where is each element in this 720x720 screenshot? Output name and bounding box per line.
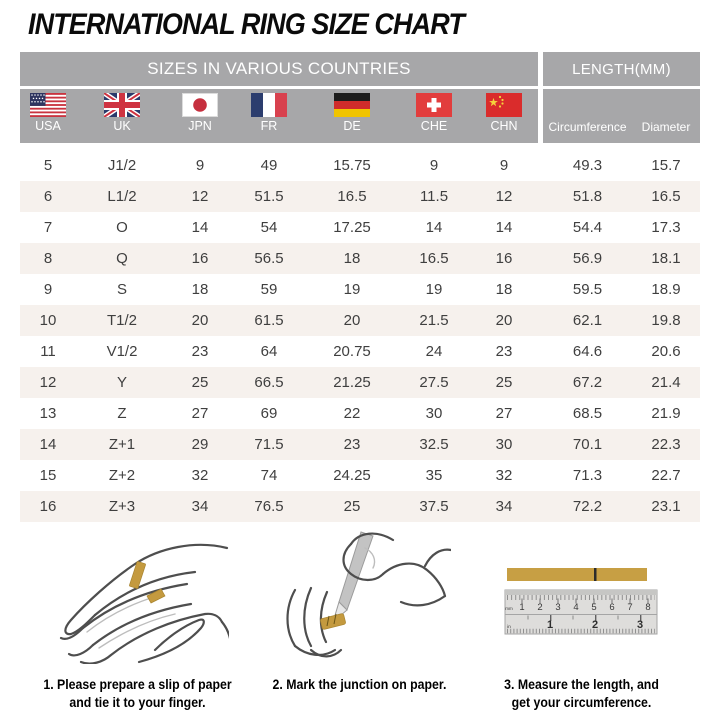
column-header-usa	[20, 89, 76, 143]
ring-size-cell: O	[116, 219, 128, 236]
ring-size-cell: 16	[191, 250, 209, 267]
sizes-group-header: SIZES IN VARIOUS COUNTRIES	[20, 52, 538, 89]
ring-size-cell: 37.5	[419, 498, 449, 515]
instruction-step-1	[20, 528, 255, 711]
ring-size-cell: Z+3	[108, 498, 136, 515]
ring-size-cell: 59.5	[572, 281, 603, 298]
step-3-caption-line-2: get your circumference.	[511, 694, 652, 711]
ring-size-cell: 69	[260, 405, 278, 422]
ring-size-cell: 6	[43, 188, 53, 205]
paper-strip-on-finger	[320, 613, 346, 629]
column-label-che-de: DE	[343, 119, 361, 133]
ring-size-cell: 9	[499, 157, 509, 174]
ring-size-row	[20, 398, 700, 429]
ring-size-cell: 14	[425, 219, 443, 236]
ring-size-cell: Y	[116, 374, 127, 391]
ring-size-cell: 9	[195, 157, 205, 174]
ring-size-cell: 59	[260, 281, 278, 298]
ring-size-cell: 21.4	[651, 374, 681, 391]
paper-strip-on-finger	[129, 561, 165, 603]
ring-size-cell: 71.3	[572, 467, 603, 484]
ring-size-cell: 20	[343, 312, 361, 329]
svg-text:1: 1	[546, 619, 553, 631]
ring-size-cell: 54	[260, 219, 278, 236]
pen-icon	[333, 532, 373, 622]
ring-size-cell: 70.1	[572, 436, 603, 453]
step-2-caption	[256, 675, 463, 693]
ring-size-cell: 19.8	[651, 312, 681, 329]
length-header-block	[543, 52, 700, 143]
ring-size-cell: T1/2	[106, 312, 137, 329]
svg-text:2: 2	[591, 619, 598, 631]
ring-size-cell: 64	[260, 343, 278, 360]
ring-size-cell: 29	[191, 436, 209, 453]
column-header-uk	[76, 89, 168, 143]
ring-size-cell: J1/2	[107, 157, 137, 174]
usa-flag-icon	[30, 93, 66, 117]
ring-size-cell: 23	[495, 343, 513, 360]
ring-size-row	[20, 367, 700, 398]
ring-size-cell: 35	[425, 467, 443, 484]
svg-text:1: 1	[518, 602, 525, 613]
ring-size-cell: 21.5	[419, 312, 449, 329]
ring-size-cell: 23.1	[651, 498, 681, 515]
ring-size-cell: 23	[191, 343, 209, 360]
ring-size-cell: 51.5	[254, 188, 284, 205]
ring-size-cell: 24	[425, 343, 443, 360]
ring-size-cell: 20	[191, 312, 209, 329]
svg-text:5: 5	[590, 602, 597, 613]
ring-size-cell: 25	[495, 374, 513, 391]
ring-size-cell: 12	[39, 374, 57, 391]
ring-size-cell: 23	[343, 436, 361, 453]
instruction-step-2	[242, 528, 477, 693]
ring-size-cell: 11.5	[419, 188, 449, 205]
column-header-jpn	[168, 89, 232, 143]
ring-size-cell: 76.5	[254, 498, 284, 515]
ring-size-cell: 32	[495, 467, 513, 484]
ring-size-cell: 27	[191, 405, 209, 422]
ring-size-cell: 12	[191, 188, 209, 205]
ring-size-cell: 15	[39, 467, 57, 484]
svg-text:7: 7	[626, 602, 633, 613]
column-label-jpn: JPN	[188, 119, 212, 133]
ring-size-cell: V1/2	[106, 343, 138, 360]
column-header-de	[306, 89, 398, 143]
svg-text:3: 3	[636, 619, 643, 631]
ring-size-cell: Q	[116, 250, 128, 267]
step-3-caption	[478, 675, 685, 711]
ring-size-row	[20, 212, 700, 243]
length-subheaders	[543, 89, 700, 143]
ring-size-cell: 15.7	[651, 157, 681, 174]
column-header-che	[398, 89, 470, 143]
uk-flag-icon	[104, 93, 140, 117]
sizes-header-block	[20, 52, 538, 143]
ring-size-cell: L1/2	[107, 188, 137, 205]
ring-size-cell: 32.5	[419, 436, 449, 453]
flags-row	[20, 89, 538, 143]
ring-size-cell: 14	[191, 219, 209, 236]
ring-size-cell: Z+1	[108, 436, 136, 453]
ring-size-cell: 27.5	[419, 374, 449, 391]
ring-size-cell: 62.1	[572, 312, 603, 329]
germany-flag-icon	[334, 93, 370, 117]
column-label-diameter: Diameter	[641, 120, 691, 134]
ring-size-cell: 18	[495, 281, 513, 298]
ring-size-cell: 15.75	[333, 157, 371, 174]
ring-size-cell: 10	[39, 312, 57, 329]
ring-size-cell: 12	[495, 188, 513, 205]
ring-size-cell: 25	[191, 374, 209, 391]
ring-size-cell: 51.8	[572, 188, 603, 205]
ring-size-cell: 49	[260, 157, 278, 174]
ring-size-row	[20, 150, 700, 181]
ring-size-cell: 71.5	[254, 436, 284, 453]
ring-size-row	[20, 336, 700, 367]
ring-size-cell: 30	[425, 405, 443, 422]
ring-size-cell: 17.25	[333, 219, 371, 236]
column-label-uk: UK	[113, 119, 131, 133]
japan-flag-icon	[182, 93, 218, 117]
ring-size-cell: 18.1	[651, 250, 681, 267]
page-title: INTERNATIONAL RING SIZE CHART	[28, 8, 464, 41]
svg-text:8: 8	[644, 602, 651, 613]
ring-size-cell: 25	[343, 498, 361, 515]
ring-size-cell: 64.6	[572, 343, 603, 360]
ring-size-cell: 9	[43, 281, 53, 298]
ring-size-row	[20, 181, 700, 212]
ring-size-cell: 14	[39, 436, 57, 453]
ring-size-cell: 56.9	[572, 250, 603, 267]
ring-size-cell: 18.9	[651, 281, 681, 298]
column-header-chn	[470, 89, 538, 143]
hand-with-paper-strip-illustration	[47, 528, 229, 664]
ring-size-cell: 16	[495, 250, 513, 267]
ruler-measuring-strip-illustration	[491, 528, 673, 664]
ring-size-cell: 16.5	[651, 188, 681, 205]
ring-size-cell: 56.5	[254, 250, 284, 267]
ring-size-cell: 27	[495, 405, 513, 422]
ring-size-cell: Z+2	[108, 467, 136, 484]
ring-size-cell: 32	[191, 467, 209, 484]
svg-text:4: 4	[572, 602, 579, 613]
ring-size-cell: 16	[39, 498, 57, 515]
ring-size-cell: 20.6	[651, 343, 681, 360]
ring-size-table-body	[20, 150, 700, 522]
ring-size-cell: 61.5	[254, 312, 284, 329]
ring-size-cell: 19	[343, 281, 361, 298]
ring-size-row	[20, 243, 700, 274]
ring-size-row	[20, 305, 700, 336]
column-label-usa: USA	[35, 119, 61, 133]
ring-size-cell: 24.25	[333, 467, 371, 484]
ring-size-cell: S	[116, 281, 127, 298]
svg-text:3: 3	[554, 602, 561, 613]
step-3-illustration-box	[491, 528, 673, 664]
ring-size-cell: 13	[39, 405, 57, 422]
switzerland-flag-icon	[416, 93, 452, 117]
ring-size-cell: 11	[40, 343, 56, 360]
ring-size-cell: 16.5	[337, 188, 367, 205]
ring-size-cell: 72.2	[572, 498, 603, 515]
ring-size-cell: 67.2	[572, 374, 603, 391]
ring-size-cell: 22.3	[651, 436, 681, 453]
column-label-che: CHE	[420, 119, 448, 133]
instruction-step-3	[464, 528, 699, 711]
france-flag-icon	[251, 93, 287, 117]
ring-size-cell: 18	[343, 250, 361, 267]
ring-size-cell: 22	[343, 405, 361, 422]
ring-size-cell: 20	[495, 312, 513, 329]
ring-size-cell: 74	[260, 467, 278, 484]
pen-marking-junction-illustration	[269, 528, 451, 664]
paper-strip	[507, 568, 647, 581]
step-1-illustration-box	[47, 528, 229, 664]
ring-size-cell: 16.5	[419, 250, 449, 267]
svg-text:2: 2	[536, 602, 543, 613]
ring-size-row	[20, 429, 700, 460]
step-2-illustration-box	[269, 528, 451, 664]
ring-size-cell: 54.4	[572, 219, 603, 236]
step-1-caption	[34, 675, 241, 711]
ring-size-row	[20, 460, 700, 491]
ring-size-cell: 34	[191, 498, 209, 515]
ring-size-cell: 34	[495, 498, 513, 515]
column-header-fr	[232, 89, 306, 143]
ring-size-row	[20, 491, 700, 522]
column-label-fr: FR	[260, 119, 278, 133]
ruler-unit-in: in	[506, 624, 511, 629]
ring-size-cell: 19	[425, 281, 443, 298]
length-group-header: LENGTH(MM)	[543, 52, 700, 89]
ring-size-cell: 21.25	[333, 374, 371, 391]
column-label-chn: CHN	[490, 119, 518, 133]
svg-text:6: 6	[608, 602, 615, 613]
ring-size-cell: 22.7	[651, 467, 681, 484]
ring-size-cell: 5	[43, 157, 53, 174]
ruler-icon	[505, 590, 657, 634]
step-2-caption-line-1: 2. Mark the junction on paper.	[272, 676, 447, 692]
china-flag-icon	[486, 93, 522, 117]
step-3-caption-line-1: 3. Measure the length, and	[504, 676, 659, 692]
step-1-caption-line-2: and tie it to your finger.	[69, 694, 206, 711]
ring-size-cell: 68.5	[572, 405, 603, 422]
ring-size-cell: 18	[191, 281, 209, 298]
column-label-circumference: Circumference	[548, 120, 627, 134]
step-1-caption-line-1: 1. Please prepare a slip of paper	[43, 676, 232, 692]
ring-size-cell: 14	[495, 219, 513, 236]
ring-size-cell: 7	[43, 219, 53, 236]
ruler-unit-mm: mm	[504, 606, 513, 611]
ring-size-cell: 49.3	[572, 157, 603, 174]
ring-size-cell: 21.9	[651, 405, 681, 422]
ring-size-cell: 8	[43, 250, 53, 267]
ring-size-cell: 17.3	[651, 219, 681, 236]
ring-size-cell: Z	[117, 405, 127, 422]
ring-size-cell: 66.5	[254, 374, 284, 391]
ring-size-cell: 30	[495, 436, 513, 453]
ring-size-cell: 20.75	[333, 343, 371, 360]
ring-size-cell: 9	[429, 157, 439, 174]
ring-size-row	[20, 274, 700, 305]
